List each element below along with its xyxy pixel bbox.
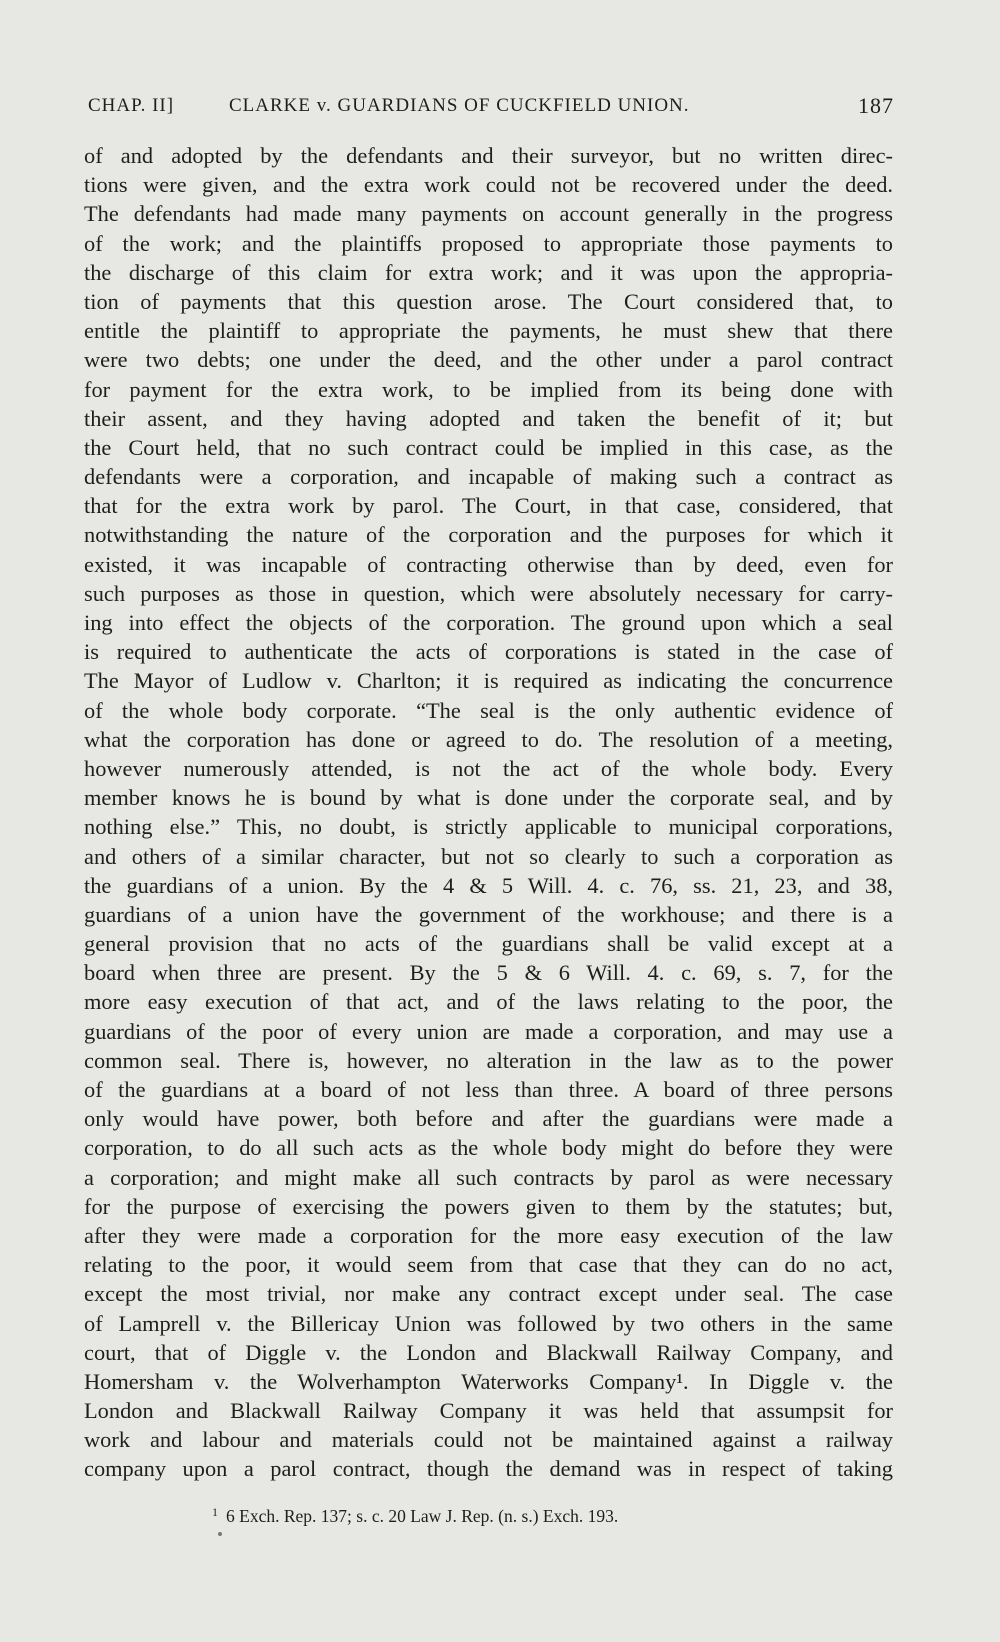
text-line: work and labour and materials could not be maintained against a railway xyxy=(84,1427,893,1453)
text-line: such purposes as those in question, which were absolutely necessary for carry- xyxy=(84,580,893,606)
text-line: except the most trivial, nor make any contract except under seal. The case xyxy=(84,1281,893,1307)
text-line: is required to authenticate the acts of corporations is stated in the case of xyxy=(84,639,893,665)
text-line: what the corporation has done or agreed to do. The resolution of a meeting, xyxy=(84,726,893,752)
text-line: general provision that no acts of the guardians shall be valid except at a xyxy=(84,931,893,957)
text-line: guardians of a union have the government of the workhouse; and there is a xyxy=(84,901,893,927)
footnote-text: 6 Exch. Rep. 137; s. c. 20 Law J. Rep. (n. s.) Exch. 193. xyxy=(226,1506,619,1526)
footnote xyxy=(212,1500,618,1528)
text-line: only would have power, both before and after the guardians were made a xyxy=(84,1106,893,1132)
text-line: board when three are present. By the 5 & 6 Will. 4. c. 69, s. 7, for the xyxy=(84,960,893,986)
footnote-marker: 1 xyxy=(212,1505,218,1519)
text-line: court, that of Diggle v. the London and Blackwall Railway Company, and xyxy=(84,1339,893,1365)
text-line: a corporation; and might make all such contracts by parol as were necessary xyxy=(84,1164,893,1190)
text-line: for the purpose of exercising the powers given to them by the statutes; but, xyxy=(84,1193,893,1219)
text-line: member knows he is bound by what is done under the corporate seal, and by xyxy=(84,785,893,811)
text-line: of the work; and the plaintiffs proposed to appropriate those payments to xyxy=(84,230,893,256)
body-text xyxy=(84,141,893,1484)
text-line: of the guardians at a board of not less than three. A board of three persons xyxy=(84,1077,893,1102)
text-line: that for the extra work by parol. The Court, in that case, considered, that xyxy=(84,493,893,519)
text-line: company upon a parol contract, though the demand was in respect of taking xyxy=(84,1456,893,1482)
text-line: London and Blackwall Railway Company it was held that assumpsit for xyxy=(84,1398,893,1424)
text-line: of Lamprell v. the Billericay Union was followed by two others in the same xyxy=(84,1310,893,1336)
text-line: the Court held, that no such contract could be implied in this case, as the xyxy=(84,434,893,460)
text-line: common seal. There is, however, no alteration in the law as to the power xyxy=(84,1047,893,1073)
chapter-label: CHAP. II] xyxy=(88,95,175,116)
text-line: defendants were a corporation, and incapable of making such a contract as xyxy=(84,464,893,490)
ink-speck xyxy=(218,1532,222,1536)
text-line: however numerously attended, is not the act of the whole body. Every xyxy=(84,755,893,781)
text-line: their assent, and they having adopted and taken the benefit of it; but xyxy=(84,405,893,431)
text-line: more easy execution of that act, and of the laws relating to the poor, the xyxy=(84,989,893,1015)
text-line: nothing else.” This, no doubt, is strictly applicable to municipal corporations, xyxy=(84,814,893,840)
text-line: existed, it was incapable of contracting otherwise than by deed, even for xyxy=(84,551,893,577)
text-line: tion of payments that this question arose. The Court considered that, to xyxy=(84,288,893,314)
text-line: Homersham v. the Wolverhampton Waterworks Company¹. In Diggle v. the xyxy=(84,1368,893,1394)
text-line: of the whole body corporate. “The seal is the only authentic evidence of xyxy=(84,697,893,723)
text-line: entitle the plaintiff to appropriate the payments, he must shew that there xyxy=(84,318,893,344)
text-line: after they were made a corporation for the more easy execution of the law xyxy=(84,1222,893,1248)
page-number: 187 xyxy=(858,93,894,118)
text-line: The defendants had made many payments on account generally in the progress xyxy=(84,201,893,227)
text-line: the discharge of this claim for extra work; and it was upon the appropria- xyxy=(84,259,893,285)
running-title: CLARKE v. GUARDIANS OF CUCKFIELD UNION. xyxy=(229,95,690,116)
text-line: of and adopted by the defendants and their surveyor, but no written direc- xyxy=(84,143,893,168)
running-head xyxy=(88,92,894,120)
text-line: the guardians of a union. By the 4 & 5 Will. 4. c. 76, ss. 21, 23, and 38, xyxy=(84,872,893,898)
text-line: guardians of the poor of every union are made a corporation, and may use a xyxy=(84,1018,893,1044)
text-line: for payment for the extra work, to be implied from its being done with xyxy=(84,376,893,402)
text-line: tions were given, and the extra work could not be recovered under the deed. xyxy=(84,172,893,198)
text-line: were two debts; one under the deed, and the other under a parol contract xyxy=(84,347,893,373)
text-line: ing into effect the objects of the corporation. The ground upon which a seal xyxy=(84,610,893,635)
text-line: The Mayor of Ludlow v. Charlton; it is required as indicating the concurrence xyxy=(84,668,893,694)
text-line: and others of a similar character, but not so clearly to such a corporation as xyxy=(84,843,893,869)
text-line: corporation, to do all such acts as the whole body might do before they were xyxy=(84,1135,893,1161)
text-line: notwithstanding the nature of the corporation and the purposes for which it xyxy=(84,522,893,548)
text-line: relating to the poor, it would seem from that case that they can do no act, xyxy=(84,1252,893,1278)
